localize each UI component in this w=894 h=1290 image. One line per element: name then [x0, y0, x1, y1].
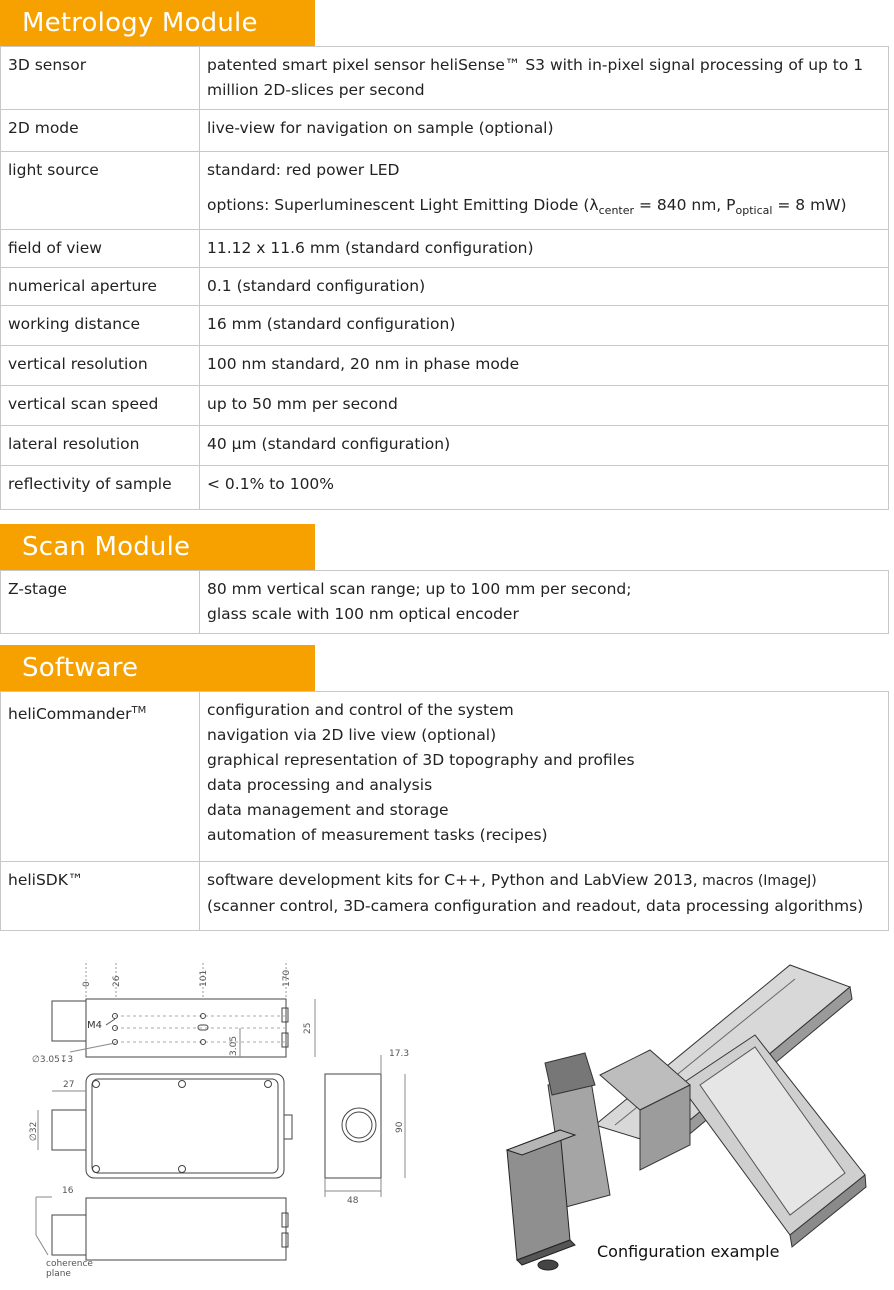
row-value: 16 mm (standard configuration)	[200, 306, 889, 346]
row-value	[200, 862, 889, 931]
table-row	[1, 466, 889, 510]
row-key: Z-stage	[1, 571, 200, 634]
list-item: data management and storage	[207, 801, 449, 819]
thread-m4: M4	[87, 1020, 102, 1031]
z-stage-line-1: 80 mm vertical scan range; up to 100 mm per second;	[207, 580, 632, 598]
sdk-line-1	[207, 868, 881, 894]
lambda-sub: center	[598, 204, 635, 218]
row-key: field of view	[1, 230, 200, 268]
metrology-table	[0, 46, 889, 510]
table-row	[1, 306, 889, 346]
z-stage-line-2: glass scale with 100 nm optical encoder	[207, 605, 519, 623]
scan-module-header: Scan Module	[0, 524, 315, 570]
row-value	[200, 692, 889, 862]
helicommander-name: heliCommander	[8, 705, 132, 724]
dim-27: 27	[63, 1080, 75, 1090]
options-prefix: options: Superluminescent Light Emitting Diode (λ	[207, 196, 599, 214]
dim-17-3: 17.3	[389, 1049, 410, 1059]
power-sub: optical	[735, 204, 773, 218]
table-row	[1, 47, 889, 110]
table-row	[1, 426, 889, 466]
dim-90: 90	[395, 1121, 405, 1133]
dim-16: 16	[62, 1186, 74, 1196]
configuration-caption: Configuration example	[597, 1242, 780, 1261]
software-table	[0, 691, 889, 931]
row-value	[200, 152, 889, 230]
sdk-line-main: software development kits for C++, Python and LabView 2013,	[207, 871, 698, 889]
row-key: working distance	[1, 306, 200, 346]
row-value: 0.1 (standard configuration)	[200, 268, 889, 306]
row-value: 40 µm (standard configuration)	[200, 426, 889, 466]
table-row	[1, 110, 889, 152]
row-key: reflectivity of sample	[1, 466, 200, 510]
options-mid: = 840 nm, P	[634, 196, 736, 214]
light-source-standard: standard: red power LED	[207, 161, 400, 179]
row-key: numerical aperture	[1, 268, 200, 306]
table-row	[1, 386, 889, 426]
row-value: 11.12 x 11.6 mm (standard configuration)	[200, 230, 889, 268]
row-key: 3D sensor	[1, 47, 200, 110]
row-key: 2D mode	[1, 110, 200, 152]
table-row	[1, 571, 889, 634]
row-key: lateral resolution	[1, 426, 200, 466]
metrology-module-header: Metrology Module	[0, 0, 315, 46]
bottom-view	[36, 1186, 288, 1279]
technical-drawing	[0, 935, 894, 1290]
list-item: configuration and control of the system	[207, 701, 514, 719]
dim-101: 101	[199, 969, 209, 987]
coherence-label: coherence	[46, 1259, 93, 1269]
table-row	[1, 346, 889, 386]
front-view	[29, 1074, 292, 1178]
dim-48: 48	[347, 1196, 359, 1206]
list-item: automation of measurement tasks (recipes)	[207, 826, 548, 844]
top-view	[32, 963, 315, 1065]
row-value: live-view for navigation on sample (optional)	[200, 110, 889, 152]
scan-table	[0, 570, 889, 634]
table-row	[1, 692, 889, 862]
row-key: light source	[1, 152, 200, 230]
trademark-sup: TM	[131, 705, 147, 716]
row-key: vertical scan speed	[1, 386, 200, 426]
configuration-example-image	[507, 965, 866, 1270]
dim-170: 170	[282, 969, 292, 987]
table-row	[1, 152, 889, 230]
list-item: graphical representation of 3D topography and profiles	[207, 751, 635, 769]
table-row	[1, 230, 889, 268]
software-header: Software	[0, 645, 315, 691]
list-item: navigation via 2D live view (optional)	[207, 726, 497, 744]
row-value	[200, 571, 889, 634]
dim-25: 25	[303, 1022, 313, 1034]
row-key	[1, 692, 200, 862]
options-suffix: = 8 mW)	[772, 196, 847, 214]
side-view	[325, 1049, 409, 1206]
hole-callout: ∅3.05↧3	[32, 1055, 74, 1065]
list-item: data processing and analysis	[207, 776, 433, 794]
table-row	[1, 268, 889, 306]
dim-0: 0	[82, 981, 92, 987]
dim-3-05: 3.05	[229, 1035, 239, 1056]
row-key: heliSDK™	[1, 862, 200, 931]
table-row	[1, 862, 889, 931]
row-value: patented smart pixel sensor heliSense™ S3 with in-pixel signal processing of up to 1 million 2D-slices per second	[200, 47, 889, 110]
sdk-line-macros: macros (ImageJ)	[697, 873, 817, 889]
dim-diameter-32: ∅32	[29, 1121, 39, 1141]
dim-26: 26	[112, 975, 122, 987]
row-key: vertical resolution	[1, 346, 200, 386]
sdk-line-2: (scanner control, 3D-camera configuration and readout, data processing algorithms)	[207, 897, 864, 915]
row-value: 100 nm standard, 20 nm in phase mode	[200, 346, 889, 386]
light-source-options	[207, 193, 881, 223]
row-value: up to 50 mm per second	[200, 386, 889, 426]
plane-label: plane	[46, 1269, 71, 1279]
row-value: < 0.1% to 100%	[200, 466, 889, 510]
